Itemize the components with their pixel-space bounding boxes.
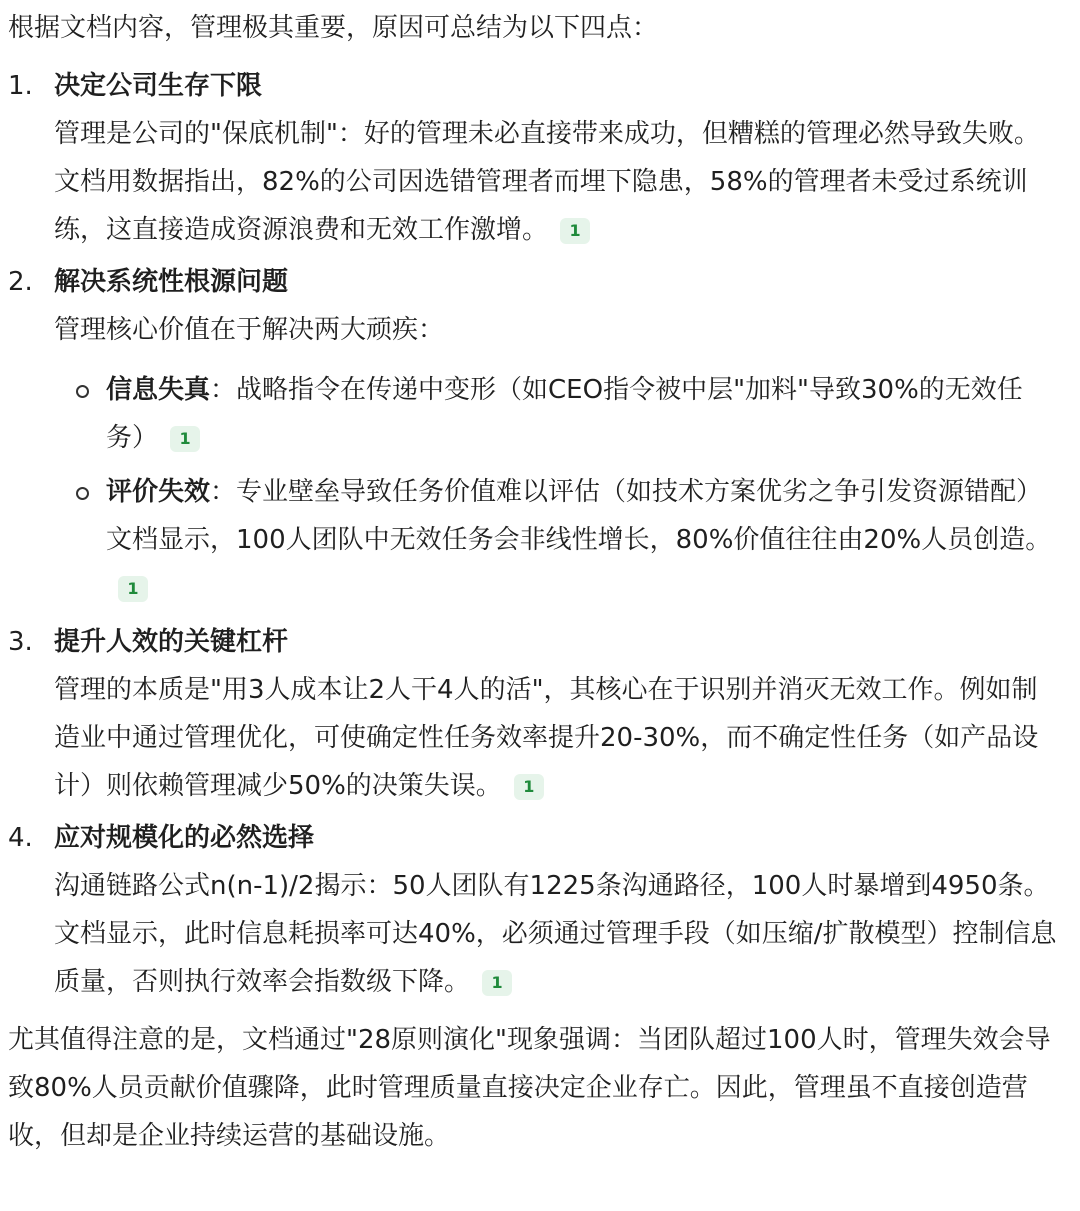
item-title: 提升人效的关键杠杆 <box>54 627 289 657</box>
item-body <box>54 666 1060 810</box>
citation-badge[interactable]: 1 <box>118 576 148 602</box>
sub-list <box>54 366 1060 612</box>
list-number: 3. <box>8 627 33 657</box>
list-number: 4. <box>8 823 33 853</box>
sub-item-text: ：专业壁垒导致任务价值难以评估（如技术方案优劣之争引发资源错配） <box>210 477 1043 507</box>
item-body <box>54 110 1060 254</box>
citation-badge[interactable]: 1 <box>170 426 200 452</box>
sub-item-text: ：战略指令在传递中变形（如CEO指令被中层"加料"导致30%的无效任务） <box>106 375 1023 453</box>
citation-badge[interactable]: 1 <box>482 970 512 996</box>
sub-list-item <box>54 366 1060 462</box>
sub-item-label: 信息失真 <box>106 375 211 405</box>
sub-item-label: 评价失效 <box>106 477 211 507</box>
item-title: 决定公司生存下限 <box>54 71 263 101</box>
outro-paragraph: 尤其值得注意的是，文档通过"28原则演化"现象强调：当团队超过100人时，管理失效会导致80%人员贡献价值骤降，此时管理质量直接决定企业存亡。因此，管理虽不直接创造营收，但却是企业持续运营的基础设施。 <box>8 1025 1051 1151</box>
sub-item-extra <box>106 516 1060 612</box>
list-item <box>8 618 1060 810</box>
circle-bullet-icon <box>76 487 89 500</box>
circle-bullet-icon <box>76 385 89 398</box>
item-body-text: 沟通链路公式n(n-1)/2揭示：50人团队有1225条沟通路径，100人时暴增到4950条。文档显示，此时信息耗损率可达40%，必须通过管理手段（如压缩/扩散模型）控制信息质量，否则执行效率会指数级下降。 <box>54 871 1057 997</box>
item-body-text: 管理是公司的"保底机制"：好的管理未必直接带来成功，但糟糕的管理必然导致失败。文档用数据指出，82%的公司因选错管理者而埋下隐患，58%的管理者未受过系统训练，这直接造成资源浪费和无效工作激增。 <box>54 119 1040 245</box>
list-item <box>8 62 1060 254</box>
list-number: 2. <box>8 267 33 297</box>
reasons-list <box>8 62 1060 1006</box>
item-body <box>54 862 1060 1006</box>
list-number: 1. <box>8 71 33 101</box>
sub-item-extra-text: 文档显示，100人团队中无效任务会非线性增长，80%价值往往由20%人员创造。 <box>106 525 1052 555</box>
intro-paragraph: 根据文档内容，管理极其重要，原因可总结为以下四点： <box>8 13 659 43</box>
item-body: 管理核心价值在于解决两大顽疾： <box>54 315 445 345</box>
list-item <box>8 258 1060 612</box>
sub-list-item <box>54 468 1060 612</box>
citation-badge[interactable]: 1 <box>514 774 544 800</box>
item-title: 应对规模化的必然选择 <box>54 823 315 853</box>
list-item <box>8 814 1060 1006</box>
item-body-text: 管理的本质是"用3人成本让2人干4人的活"，其核心在于识别并消灭无效工作。例如制造业中通过管理优化，可使确定性任务效率提升20-30%，而不确定性任务（如产品设计）则依赖管理减少50%的决策失误。 <box>54 675 1039 801</box>
citation-badge[interactable]: 1 <box>560 218 590 244</box>
item-title: 解决系统性根源问题 <box>54 267 289 297</box>
